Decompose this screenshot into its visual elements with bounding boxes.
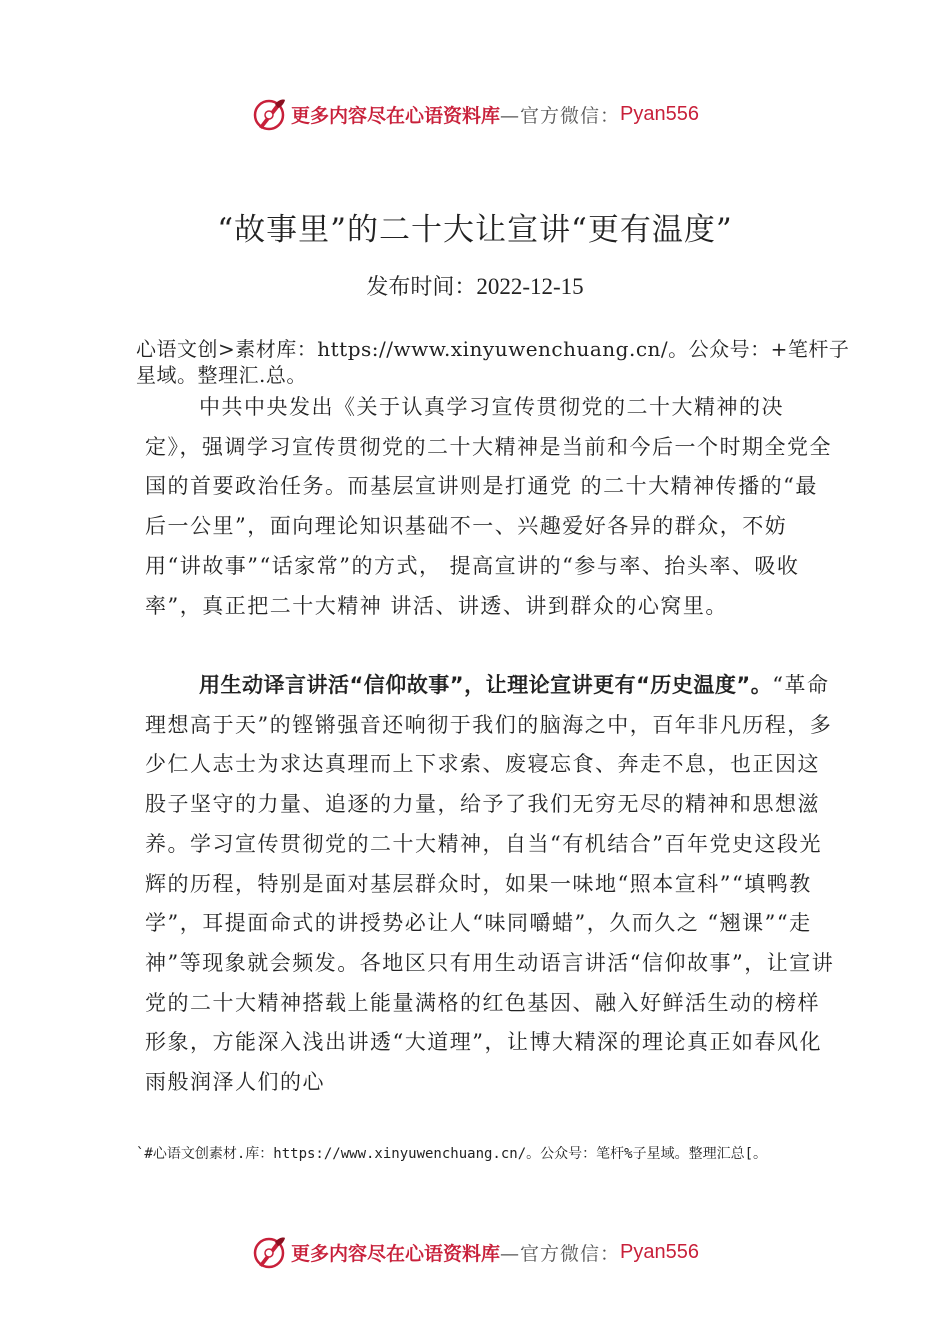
header-banner (0, 94, 950, 134)
banner-wechat-label: —官方微信： (500, 1242, 621, 1265)
page-title: “故事里”的二十大让宣讲“更有温度” (217, 212, 733, 248)
footer-banner (0, 1232, 950, 1272)
quill-pen-circle-icon (251, 1234, 287, 1270)
banner-wechat-handle: Pyan556 (620, 1240, 699, 1263)
paragraph-2 (145, 666, 835, 1103)
quill-pen-circle-icon (251, 96, 287, 132)
publish-date-label: 发布时间： (366, 275, 477, 300)
paragraph-2-body: “革命理想高于天”的铿锵强音还响彻于我们的脑海之中，百年非凡历程，多少仁人志士为求达真理而上下求索、废寝忘食、奔走不息，也正因这股子坚守的力量、追逐的力量，给予了我们无穷无尽的精神和思想滋养。学习宣传贯彻党的二十大精神，自当“有机结合”百年党史这段光辉的历程，特别是面对基层群众时，如果一味地“照本宣科”“填鸭教学”，耳提面命式的讲授势必让人“味同嚼蜡”，久而久之 “翘课”“走神”等现象就会频发。各地区只有用生动语言讲活“信仰故事”，让宣讲党的二十大精神搭载上能量满格的红色基因、融入好鲜活生动的榜样形象，方能深入浅出讲透“大道理”，让博大精深的理论真正如春风化雨般润泽人们的心 (145, 673, 835, 1095)
banner-site-name: 更多内容尽在心语资料库 (291, 104, 501, 127)
banner-wechat-label: —官方微信： (500, 104, 621, 127)
paragraph-1: 中共中央发出《关于认真学习宣传贯彻党的二十大精神的决定》，强调学习宣传贯彻党的二十大精神是当前和今后一个时期全党全国的首要政治任务。而基层宣讲则是打通党 的二十大精神传播的“最后一公里”，面向理论知识基础不一、兴趣爱好各异的群众，不妨用“讲故事”“话家常”的方式， 提高宣讲的“参与率、抬头率、吸收率”，真正把二十大精神 讲活、讲透、讲到群众的心窝里。 (145, 395, 832, 618)
banner-site-name: 更多内容尽在心语资料库 (291, 1242, 501, 1265)
source-line: 心语文创>素材库：https://www.xinyuwenchuang.cn/。公众号：+笔杆子星域。整理汇.总。 (136, 337, 850, 387)
banner-wechat-handle: Pyan556 (620, 102, 699, 125)
publish-date (0, 270, 950, 301)
publish-date-value: 2022-12-15 (476, 274, 584, 299)
paragraph-2-lead: 用生动译言讲活“信仰故事”，让理论宣讲更有“历史温度”。 (199, 673, 773, 697)
footer-note: `#心语文创素材.库：https://www.xinyuwenchuang.cn/。公众号：笔杆%子星域。整理汇总[。 (136, 1146, 768, 1162)
